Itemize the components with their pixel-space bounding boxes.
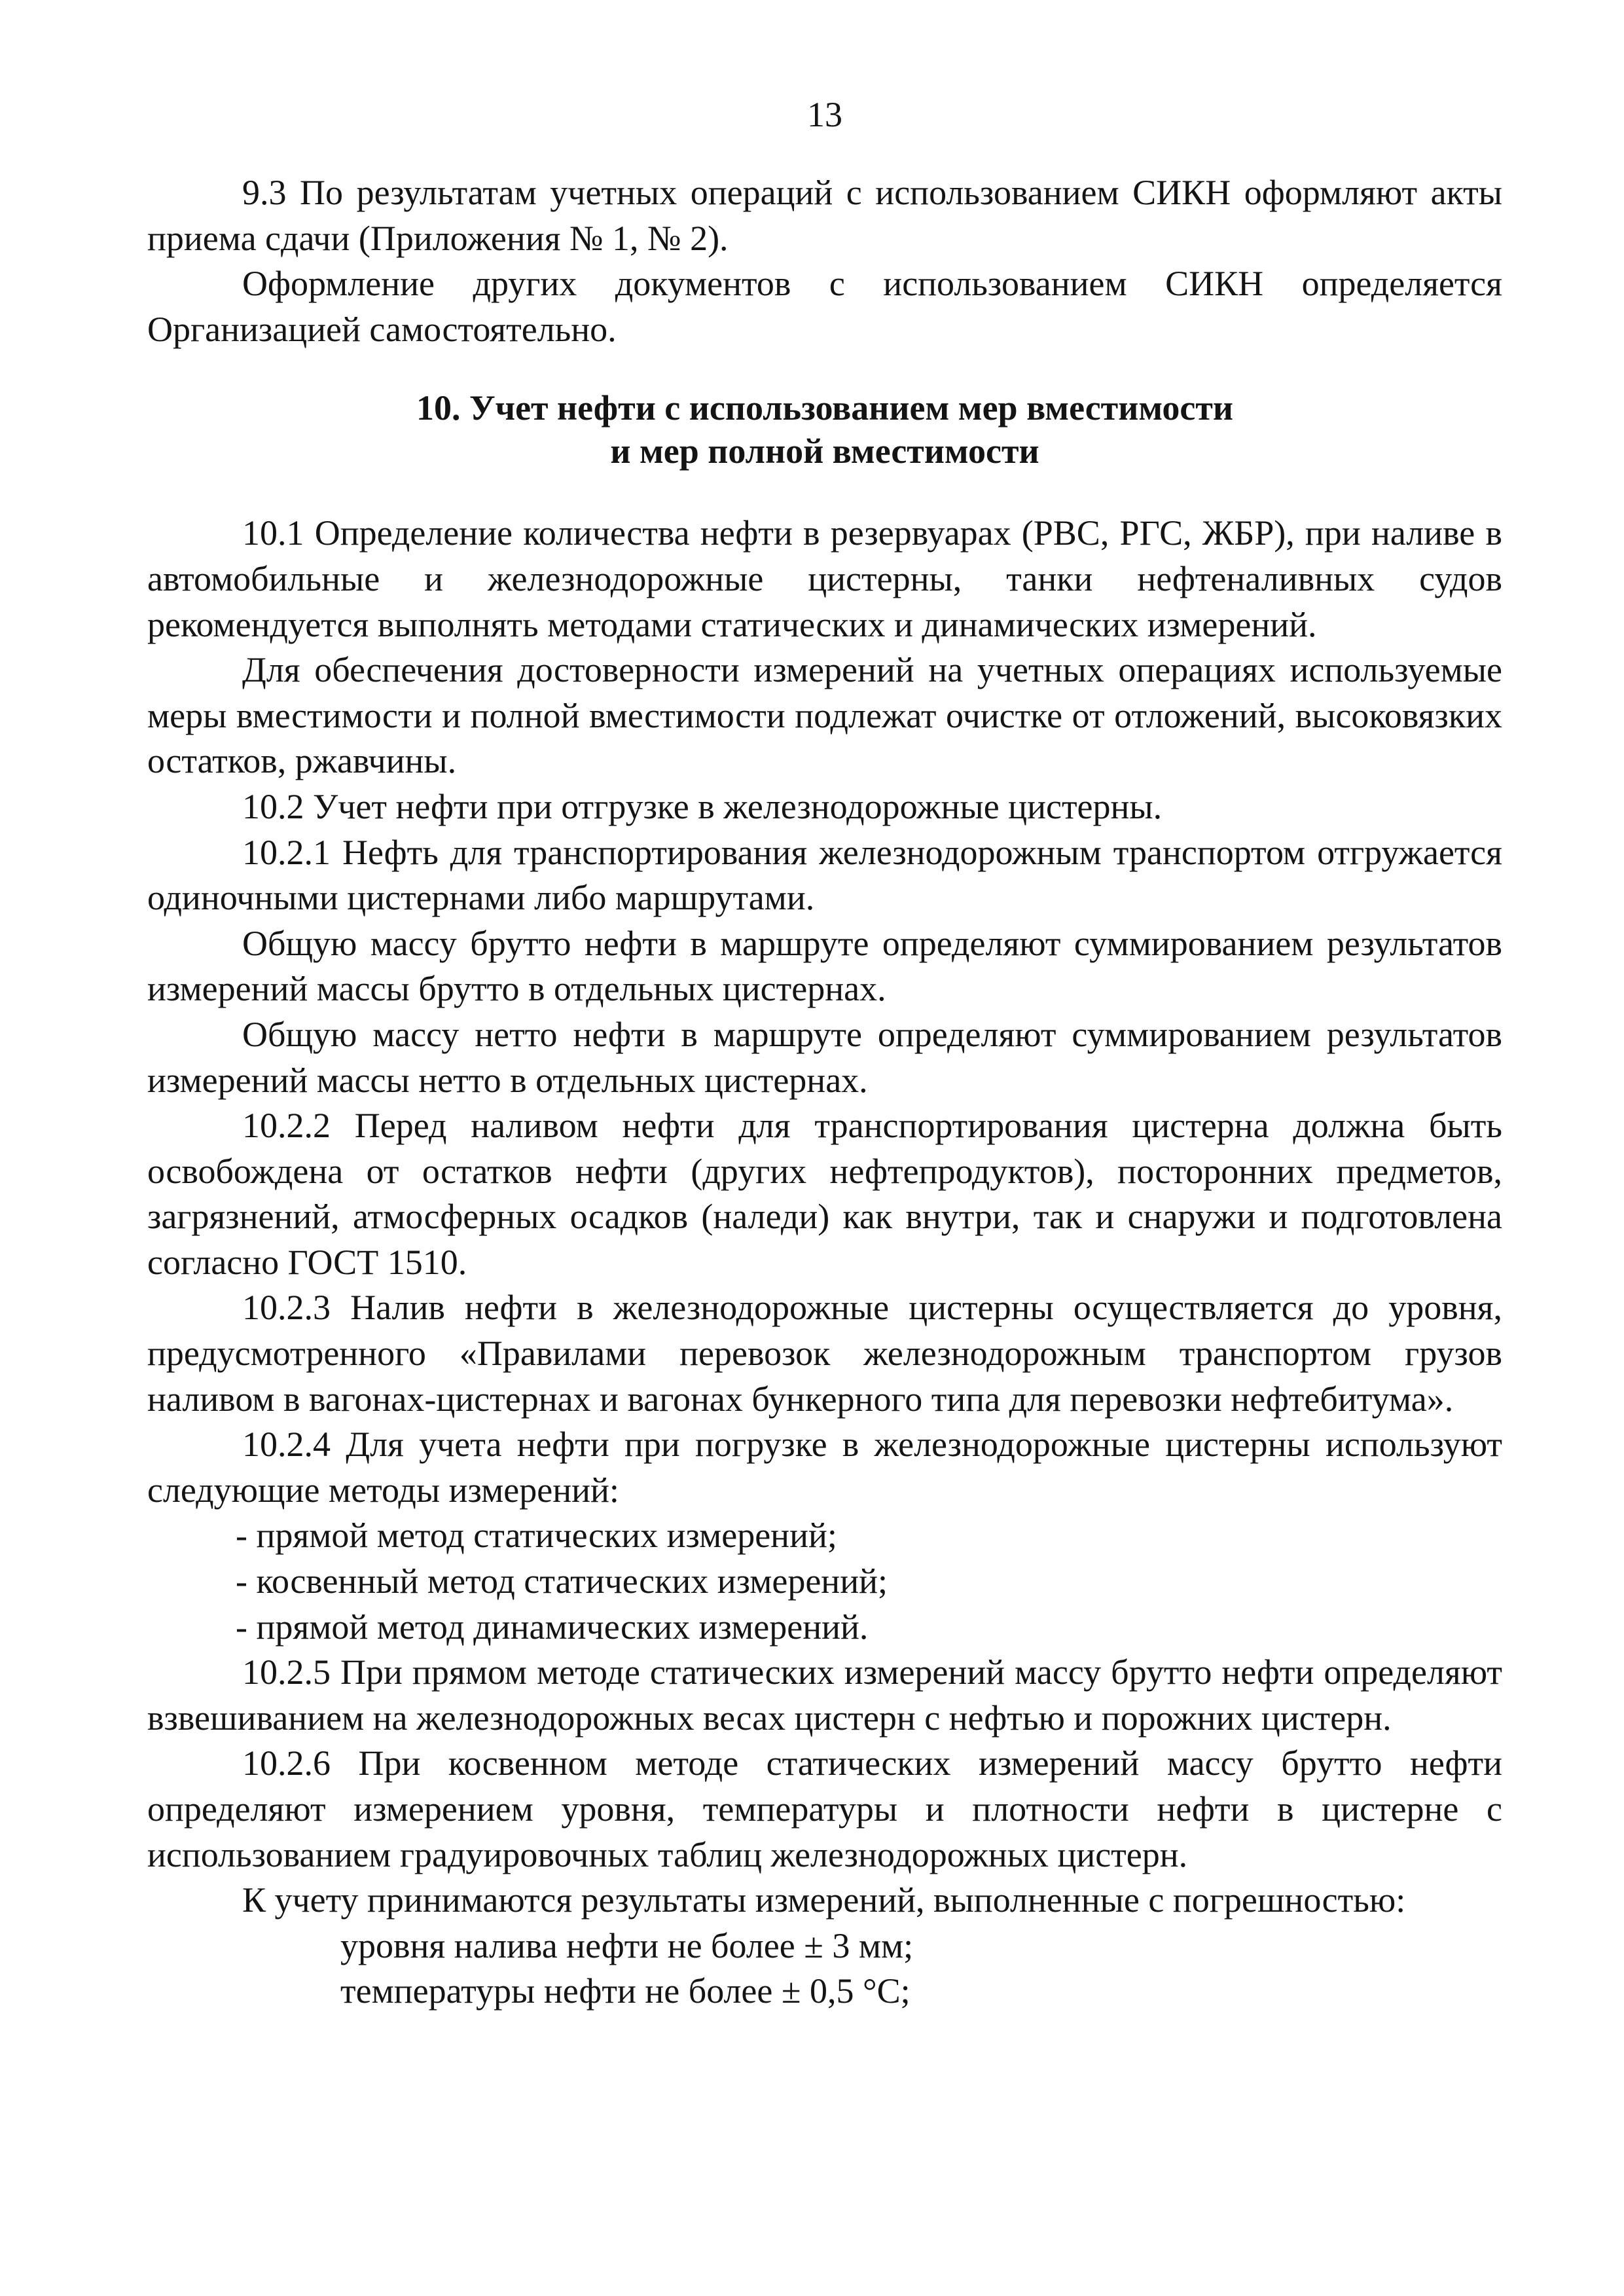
paragraph-10-2-2: 10.2.2 Перед наливом нефти для транспортирования цистерна должна быть освобождена от остатков нефти (других нефтепродуктов), посторонних предметов, загрязнений, атмосферных осадков (наледи) как внутри, так и снаружи и подготовлена согласно ГОСТ 1510. [147, 1106, 1502, 1282]
paragraph-gross-mass: Общую массу брутто нефти в маршруте определяют суммированием результатов измерений массы брутто в отдельных цистернах. [147, 923, 1502, 1009]
paragraph-10-2-4: 10.2.4 Для учета нефти при погрузке в железнодорожные цистерны используют следующие методы измерений: [147, 1425, 1502, 1510]
paragraph-10-2-1: 10.2.1 Нефть для транспортирования железнодорожным транспортом отгружается одиночными цистернами либо маршрутами. [147, 832, 1502, 918]
paragraph-10-1: 10.1 Определение количества нефти в резервуарах (РВС, РГС, ЖБР), при наливе в автомобильные и железнодорожные цистерны, танки нефтеналивных судов рекомендуется выполнять методами статических и динамических измерений. [147, 513, 1502, 644]
tolerance-item: уровня налива нефти не более ± 3 мм; [340, 1925, 914, 1965]
method-list-item: - прямой метод статических измерений; [236, 1516, 837, 1556]
paragraph-net-mass: Общую массу нетто нефти в маршруте определяют суммированием результатов измерений массы нетто в отдельных цистернах. [147, 1014, 1502, 1100]
paragraph-10-2-3: 10.2.3 Налив нефти в железнодорожные цистерны осуществляется до уровня, предусмотренного «Правилами перевозок железнодорожным транспортом грузов наливом в вагонах-цистернах и вагонах бункерного типа для перевозки нефтебитума». [147, 1288, 1502, 1419]
method-list-item: - прямой метод динамических измерений. [236, 1607, 869, 1647]
paragraph-accuracy: К учету принимаются результаты измерений, выполненные с погрешностью: [242, 1880, 1406, 1920]
section-heading-line-1: 10. Учет нефти с использованием мер вместимости [416, 388, 1233, 428]
page-number: 13 [807, 95, 842, 134]
paragraph-9-3: 9.3 По результатам учетных операций с использованием СИКН оформляют акты приема сдачи (Приложения № 1, № 2). [147, 173, 1502, 258]
paragraph-10-2-6: 10.2.6 При косвенном методе статических измерений массу брутто нефти определяют измерением уровня, температуры и плотности нефти в цистерне с использованием градуировочных таблиц железнодорожных цистерн. [147, 1743, 1502, 1874]
paragraph-reliability: Для обеспечения достоверности измерений на учетных операциях используемые меры вместимости и полной вместимости подлежат очистке от отложений, высоковязких остатков, ржавчины. [147, 650, 1502, 781]
paragraph-10-2: 10.2 Учет нефти при отгрузке в железнодорожные цистерны. [242, 786, 1163, 826]
tolerance-item: температуры нефти не более ± 0,5 °С; [340, 1971, 911, 2011]
method-list-item: - косвенный метод статических измерений; [236, 1561, 888, 1601]
section-heading-line-2: и мер полной вместимости [610, 431, 1039, 471]
paragraph-other-documents: Оформление других документов с использованием СИКН определяется Организацией самостоятельно. [147, 264, 1502, 349]
paragraph-10-2-5: 10.2.5 При прямом методе статических измерений массу брутто нефти определяют взвешиванием на железнодорожных весах цистерн с нефтью и порожних цистерн. [147, 1652, 1502, 1738]
section-heading [147, 386, 1502, 473]
document-page [147, 92, 1502, 2014]
